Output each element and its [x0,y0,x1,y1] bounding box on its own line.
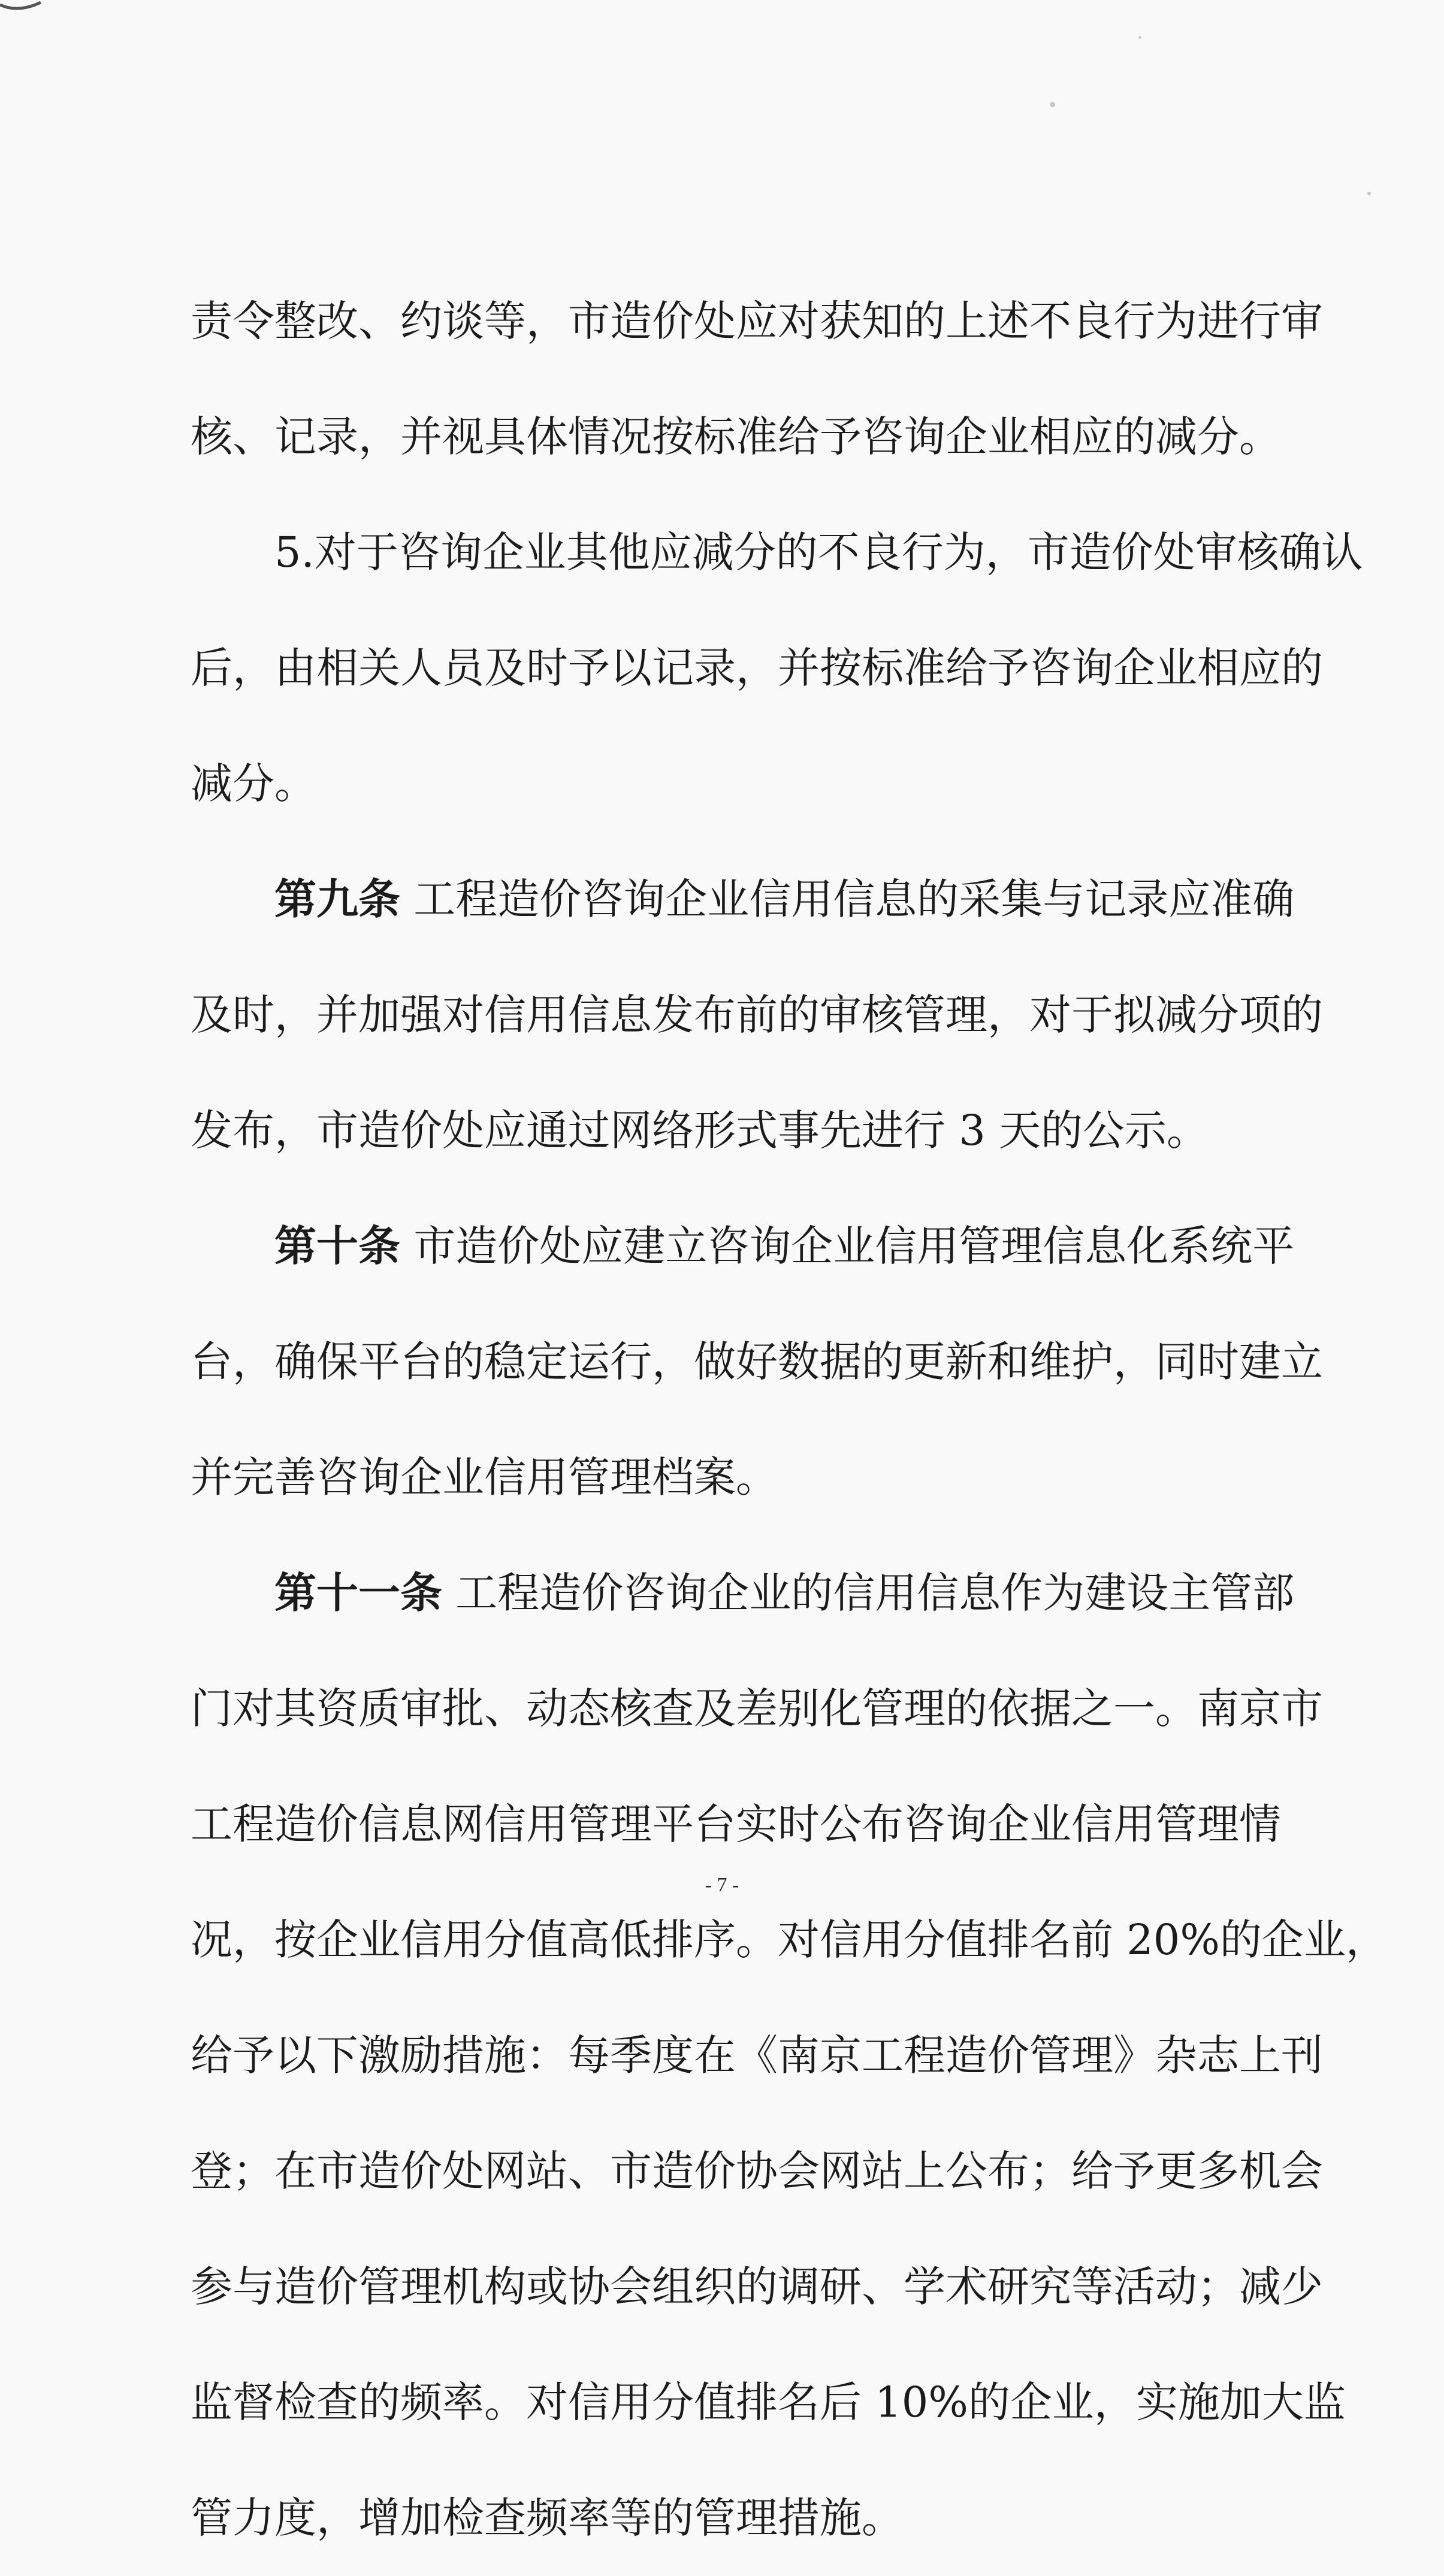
scan-speck [1138,36,1141,39]
article-text: 市造价处应建立咨询企业信用管理信息化系统平 [413,1222,1295,1271]
text-line: 并完善咨询企业信用管理档案。 [191,1453,778,1502]
text-line: 参与造价管理机构或协会组织的调研、学术研究等活动；减少 [191,2262,1323,2311]
text-line: 后，由相关人员及时予以记录，并按标准给予咨询企业相应的 [191,643,1323,693]
scan-corner-mark [0,0,42,18]
text-line: 及时，并加强对信用信息发布前的审核管理，对于拟减分项的 [191,990,1323,1039]
article-line [191,1189,1295,1304]
text-line: 发布，市造价处应通过网络形式事先进行 3 天的公示。 [191,1106,1209,1155]
text-line: 门对其资质审批、动态核查及差别化管理的依据之一。南京市 [191,1684,1323,1733]
text-line: 登；在市造价处网站、市造价协会网站上公布；给予更多机会 [191,2146,1323,2196]
article-line [191,842,1295,957]
text-line: 责令整改、约谈等，市造价处应对获知的上述不良行为进行审 [191,297,1323,346]
body-text [191,264,1388,2576]
article-heading: 第九条 [274,875,400,924]
article-heading: 第十条 [274,1222,400,1271]
text-line: 给予以下激励措施：每季度在《南京工程造价管理》杂志上刊 [191,2031,1323,2080]
article-heading: 第十一条 [274,1568,442,1617]
text-line: 监督检查的频率。对信用分值排名后 10%的企业，实施加大监 [191,2378,1346,2427]
text-line: 况，按企业信用分值高低排序。对信用分值排名前 20%的企业， [191,1915,1388,1964]
scan-speck [1367,192,1371,195]
article-line [191,1535,1295,1651]
article-text: 工程造价咨询企业的信用信息作为建设主管部 [455,1568,1295,1617]
scan-speck [1050,102,1055,107]
text-line: 工程造价信息网信用管理平台实时公布咨询企业信用管理情 [191,1800,1281,1849]
text-line: 5.对于咨询企业其他应减分的不良行为，市造价处审核确认 [274,528,1363,577]
page-number: - 7 - [705,1874,739,1896]
text-line: 减分。 [191,759,316,808]
text-line: 管力度，增加检查频率等的管理措施。 [191,2493,904,2542]
text-line: 核、记录，并视具体情况按标准给予咨询企业相应的减分。 [191,412,1281,461]
text-line: 台，确保平台的稳定运行，做好数据的更新和维护，同时建立 [191,1337,1323,1386]
article-text: 工程造价咨询企业信用信息的采集与记录应准确 [413,875,1295,924]
